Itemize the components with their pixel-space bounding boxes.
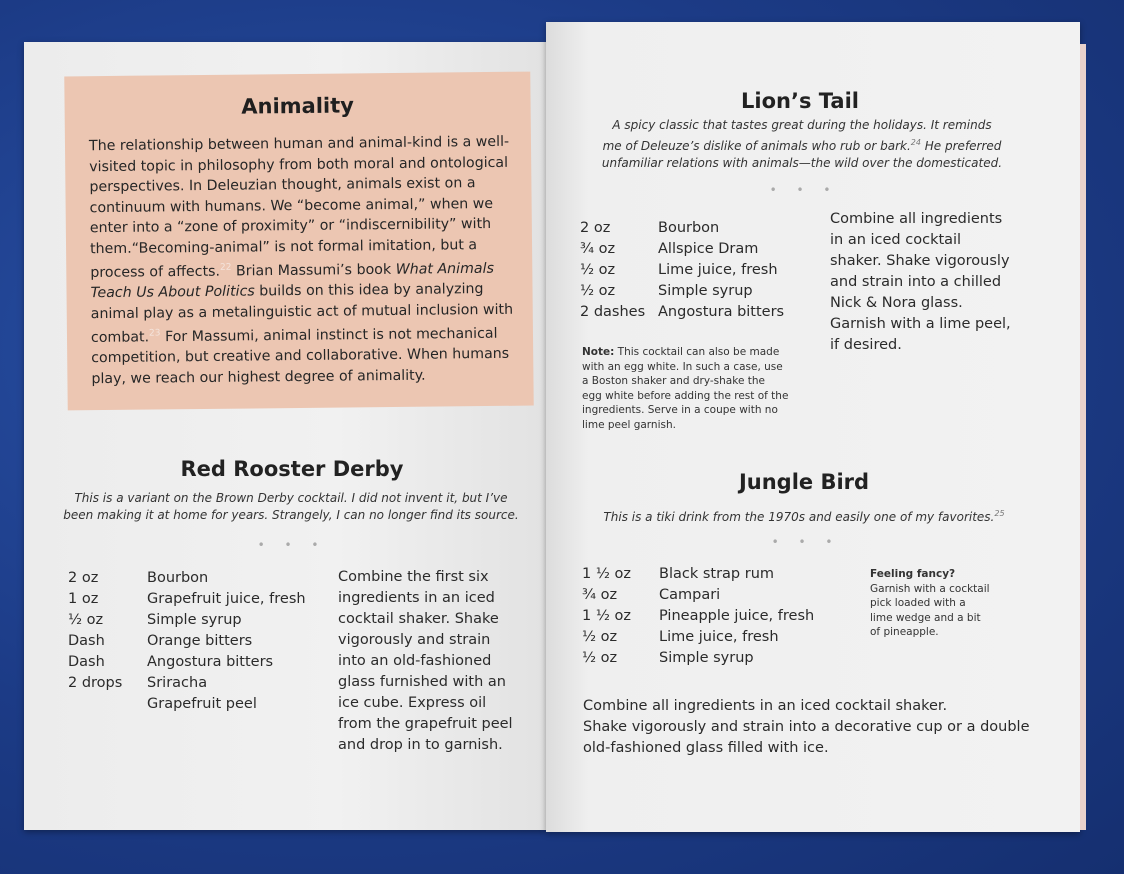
lion-intro-line	[582, 134, 1022, 155]
footnote-23: 23	[148, 328, 161, 339]
jungle-ingredients	[582, 564, 852, 669]
page-edge	[1080, 44, 1086, 830]
ingredient-name: Pineapple juice, fresh	[659, 608, 815, 624]
animality-title: Animality	[241, 93, 354, 119]
ingredient-row	[68, 673, 328, 694]
ingredient-name: Lime juice, fresh	[659, 629, 779, 645]
method-line: Garnish with a lime peel,	[830, 316, 1011, 332]
fancy-line: of pineapple.	[870, 626, 939, 638]
ingredient-qty: 2 drops	[68, 675, 123, 691]
ingredient-qty: ½ oz	[68, 612, 104, 628]
method-line: from the grapefruit peel	[338, 716, 513, 732]
ingredient-name: Campari	[659, 587, 721, 603]
animality-box	[64, 72, 533, 411]
ingredient-row	[68, 694, 328, 715]
note-line: egg white before adding the rest of the	[582, 389, 789, 402]
book-title: What Animals Teach Us About Politics	[90, 260, 495, 302]
ingredient-row	[582, 648, 852, 669]
rooster-method	[338, 567, 528, 756]
ingredient-qty: 1 ½ oz	[582, 566, 631, 582]
footnote-22: 22	[219, 262, 232, 273]
ingredient-qty: ¾ oz	[582, 587, 618, 603]
lion-intro-line: unfamiliar relations with animals—the wild over the domesticated.	[601, 156, 1003, 170]
ingredient-qty: Dash	[68, 633, 105, 649]
fancy-line: lime wedge and a bit	[870, 611, 981, 624]
ingredient-name: Allspice Dram	[658, 241, 759, 257]
animality-body	[89, 132, 516, 390]
animality-text-1: The relationship between human and animal-kind is a well-visited topic in philosophy from both moral and ontological perspectives. In Deleuzian thought, animals exist on a continuum with humans. We “become animal,” when we enter into a “zone of proximity” or “indiscernibility” with them.“Becoming-animal” is not formal imitation, but a process of affects.	[88, 133, 510, 281]
fancy-line: pick loaded with a	[870, 597, 966, 609]
ingredient-qty	[68, 694, 147, 715]
ingredient-name: Lime juice, fresh	[658, 262, 778, 278]
ingredient-row	[580, 218, 820, 239]
method-line: Shake vigorously and strain into a decorative cup or a double	[583, 719, 1030, 735]
method-line: Combine all ingredients in an iced cocktail shaker.	[583, 698, 948, 714]
ingredient-name: Bourbon	[147, 570, 209, 586]
rooster-ingredients	[68, 568, 328, 715]
animality-text-2: Brian Massumi’s book	[231, 261, 396, 280]
method-line: Combine all ingredients	[830, 211, 1003, 227]
method-line: glass furnished with an	[338, 674, 506, 690]
method-line: cocktail shaker. Shake	[338, 611, 499, 627]
method-line: if desired.	[830, 337, 902, 353]
ingredient-qty: ½ oz	[582, 650, 618, 666]
note-line: a Boston shaker and dry-shake the	[582, 375, 765, 387]
method-line: in an iced cocktail	[830, 232, 962, 248]
ingredient-qty: ½ oz	[582, 629, 618, 645]
lion-title: Lion’s Tail	[741, 89, 859, 113]
note-text: This cocktail can also be made	[614, 346, 780, 358]
ingredient-row	[68, 589, 328, 610]
method-line: Nick & Nora glass.	[830, 295, 963, 311]
ingredient-name: Simple syrup	[659, 650, 754, 666]
ingredient-row	[582, 585, 852, 606]
rooster-divider: • • •	[257, 538, 327, 552]
jungle-fancy	[870, 567, 1030, 640]
lion-ingredients	[580, 218, 820, 323]
fancy-line: Garnish with a cocktail	[870, 582, 990, 595]
ingredient-qty: 1 ½ oz	[582, 608, 631, 624]
method-line: ice cube. Express oil	[338, 695, 487, 711]
note-label: Note:	[582, 346, 615, 358]
jungle-intro	[584, 505, 1024, 526]
method-line: and drop in to garnish.	[338, 737, 503, 753]
ingredient-row	[68, 652, 328, 673]
method-line: ingredients in an iced	[338, 590, 495, 606]
animality-text-3: builds on this idea by analyzing animal play as a metalinguistic act of mutual inclusion with combat.	[90, 281, 514, 347]
ingredient-name: Grapefruit peel	[147, 696, 257, 712]
ingredient-qty: 2 dashes	[580, 304, 646, 320]
note-line	[582, 345, 822, 360]
ingredient-row	[580, 239, 820, 260]
method-line: vigorously and strain	[338, 632, 491, 648]
method-line: old-fashioned glass filled with ice.	[583, 740, 829, 756]
footnote-24: 24	[910, 138, 921, 147]
ingredient-name: Simple syrup	[147, 612, 242, 628]
ingredient-qty: Dash	[68, 654, 105, 670]
note-line: with an egg white. In such a case, use	[582, 360, 783, 373]
ingredient-name: Bourbon	[658, 220, 720, 236]
rooster-title: Red Rooster Derby	[180, 457, 404, 481]
method-line: and strain into a chilled	[830, 274, 1002, 290]
rooster-intro: This is a variant on the Brown Derby cocktail. I did not invent it, but I’ve been making it at home for years. Strangely, I can no longer find its source.	[63, 491, 519, 522]
ingredient-row	[68, 610, 328, 631]
ingredient-name: Angostura bitters	[147, 654, 274, 670]
ingredient-name: Orange bitters	[147, 633, 253, 649]
ingredient-row	[68, 631, 328, 652]
ingredient-row	[582, 606, 852, 627]
jungle-method	[583, 696, 1053, 759]
ingredient-qty: 2 oz	[68, 570, 99, 586]
jungle-divider: • • •	[771, 535, 841, 549]
animality-text-4: For Massumi, animal instinct is not mechanical competition, but creative and collaborative. When humans play, we reach our highest degree of animality.	[91, 325, 510, 388]
ingredient-qty: ¾ oz	[580, 241, 616, 257]
ingredient-name: Sriracha	[147, 675, 208, 691]
note-line: ingredients. Serve in a coupe with no	[582, 404, 778, 416]
lion-intro-line: A spicy classic that tastes great during the holidays. It reminds	[612, 118, 992, 132]
ingredient-row	[580, 281, 820, 302]
lion-method	[830, 209, 1030, 356]
jungle-intro-text: This is a tiki drink from the 1970s and easily one of my favorites.	[603, 510, 995, 524]
method-line: into an old-fashioned	[338, 653, 492, 669]
ingredient-row	[582, 564, 852, 585]
ingredient-name: Angostura bitters	[658, 304, 785, 320]
ingredient-qty: ½ oz	[580, 283, 616, 299]
lion-intro	[582, 117, 1022, 172]
ingredient-row	[580, 260, 820, 281]
ingredient-name: Simple syrup	[658, 283, 753, 299]
ingredient-name: Black strap rum	[659, 566, 775, 582]
lion-note	[582, 345, 822, 432]
footnote-25: 25	[994, 509, 1005, 518]
note-line: lime peel garnish.	[582, 418, 676, 431]
jungle-title: Jungle Bird	[738, 470, 870, 494]
ingredient-qty: 2 oz	[580, 220, 611, 236]
lion-divider: • • •	[769, 183, 839, 197]
lion-intro-tail: He preferred	[920, 139, 1002, 153]
ingredient-qty: 1 oz	[68, 591, 99, 607]
ingredient-row	[582, 627, 852, 648]
method-line: Combine the first six	[338, 569, 489, 585]
ingredient-name: Grapefruit juice, fresh	[147, 591, 306, 607]
ingredient-row	[68, 568, 328, 589]
ingredient-row	[580, 302, 820, 323]
ingredient-qty: ½ oz	[580, 262, 616, 278]
fancy-title: Feeling fancy?	[870, 568, 956, 580]
lion-intro-text: me of Deleuze’s dislike of animals who rub or bark.	[602, 139, 911, 153]
method-line: shaker. Shake vigorously	[830, 253, 1010, 269]
